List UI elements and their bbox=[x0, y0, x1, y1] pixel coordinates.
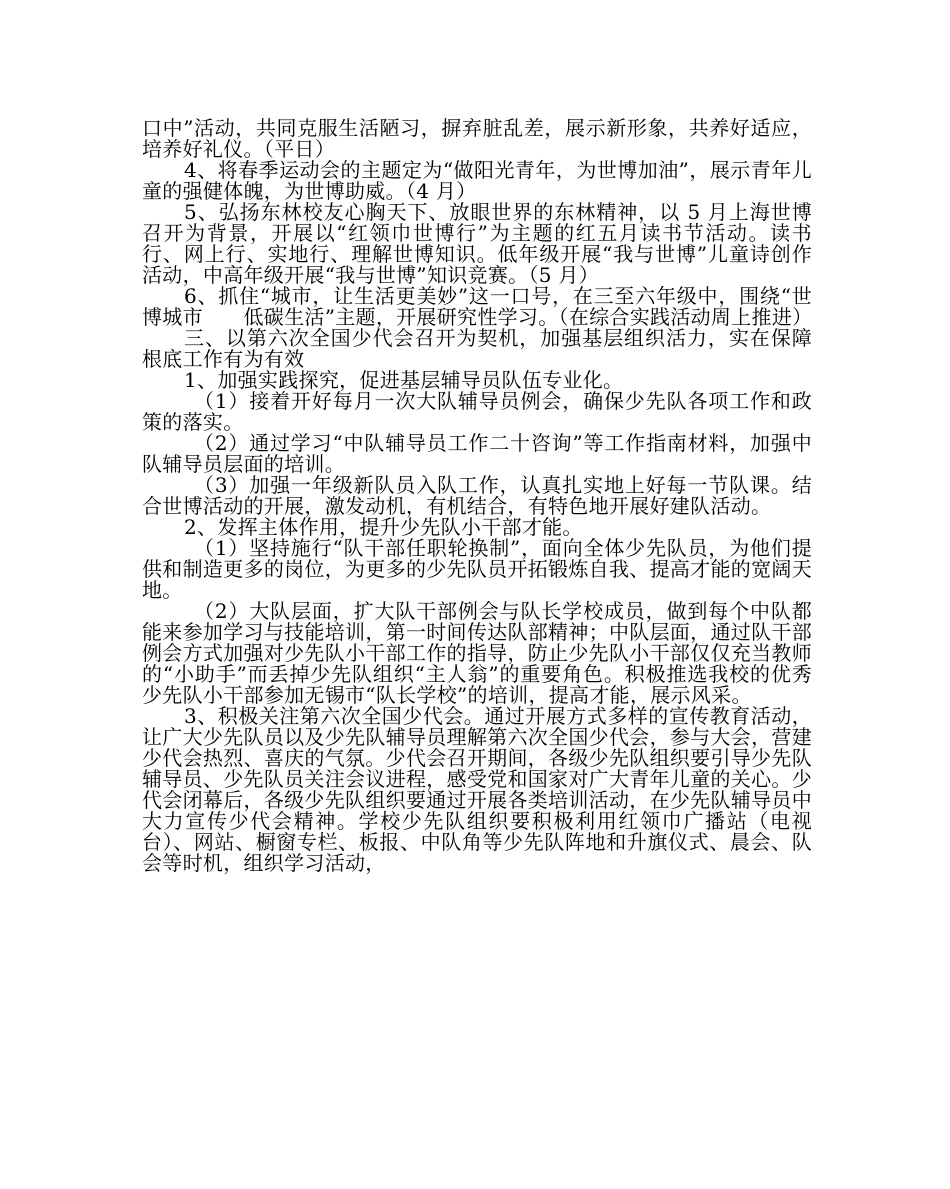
paragraph-12: （2）大队层面，扩大队干部例会与队长学校成员，做到每个中队都能来参加学习与技能培训，第一时间传达队部精神；中队层面，通过队干部例会方式加强对少先队小干部工作的指导，防止少先队小干部仅仅充当教师的“小助手”而丢掉少先队组织“主人翁”的重要角色。积极推选我校的优秀少先队小干部参加无锡市“队长学校”的培训，提高才能，展示风采。 bbox=[142, 599, 812, 707]
paragraph-8: （2）通过学习“中队辅导员工作二十咨询”等工作指南材料，加强中队辅导员层面的培训。 bbox=[142, 431, 812, 476]
paragraph-13: 3、积极关注第六次全国少代会。通过开展方式多样的宣传教育活动，让广大少先队员以及少先队辅导员理解第六次全国少代会，参与大会，营建少代会热烈、喜庆的气氛。少代会召开期间，各级少先队组织要引导少先队辅导员、少先队员关注会议进程，感受党和国家对广大青年儿童的关心。少代会闭幕后，各级少先队组织要通过开展各类培训活动，在少先队辅导员中大力宣传少代会精神。学校少先队组织要积极利用红领巾广播站（电视台）、网站、橱窗专栏、板报、中队角等少先队阵地和升旗仪式、晨会、队会等时机，组织学习活动， bbox=[142, 704, 812, 875]
section-heading-3: 三、以第六次全国少代会召开为契机，加强基层组织活力，实在保障根底工作有为有效 bbox=[142, 326, 812, 371]
paragraph-4: 6、抓住“城市，让生活更美妙”这一口号，在三至六年级中，围绕“世博城市 低碳生活”主题，开展研究性学习。（在综合实践活动周上推进） bbox=[142, 284, 813, 329]
paragraph-7: （1）接着开好每月一次大队辅导员例会，确保少先队各项工作和政策的落实。 bbox=[142, 389, 812, 434]
paragraph-11: （1）坚持施行“队干部任职轮换制”，面向全体少先队员，为他们提供和制造更多的岗位，为更多的少先队员开拓锻炼自我、提高才能的宽阔天地。 bbox=[142, 536, 812, 602]
paragraph-9: （3）加强一年级新队员入队工作，认真扎实地上好每一节队课。结合世博活动的开展，激发动机，有机结合，有特色地开展好建队活动。 bbox=[142, 473, 812, 518]
document-body bbox=[142, 118, 812, 874]
paragraph-10: 2、发挥主体作用，提升少先队小干部才能。 bbox=[184, 515, 583, 539]
paragraph-1: 口中”活动，共同克服生活陋习，摒弃脏乱差，展示新形象，共养好适应，培养好礼仪。（平日） bbox=[142, 116, 812, 161]
paragraph-6: 1、加强实践探究，促进基层辅导员队伍专业化。 bbox=[184, 368, 624, 392]
paragraph-2: 4、将春季运动会的主题定为“做阳光青年，为世博加油”，展示青年儿童的强健体魄，为世博助威。（4 月） bbox=[142, 158, 812, 203]
paragraph-3: 5、弘扬东林校友心胸天下、放眼世界的东林精神，以 5 月上海世博召开为背景，开展以“红领巾世博行”为主题的红五月读书节活动。读书行、网上行、实地行、理解世博知识。低年级开展“我与世博”儿童诗创作活动，中高年级开展“我与世博”知识竞赛。（5 月） bbox=[142, 200, 812, 287]
